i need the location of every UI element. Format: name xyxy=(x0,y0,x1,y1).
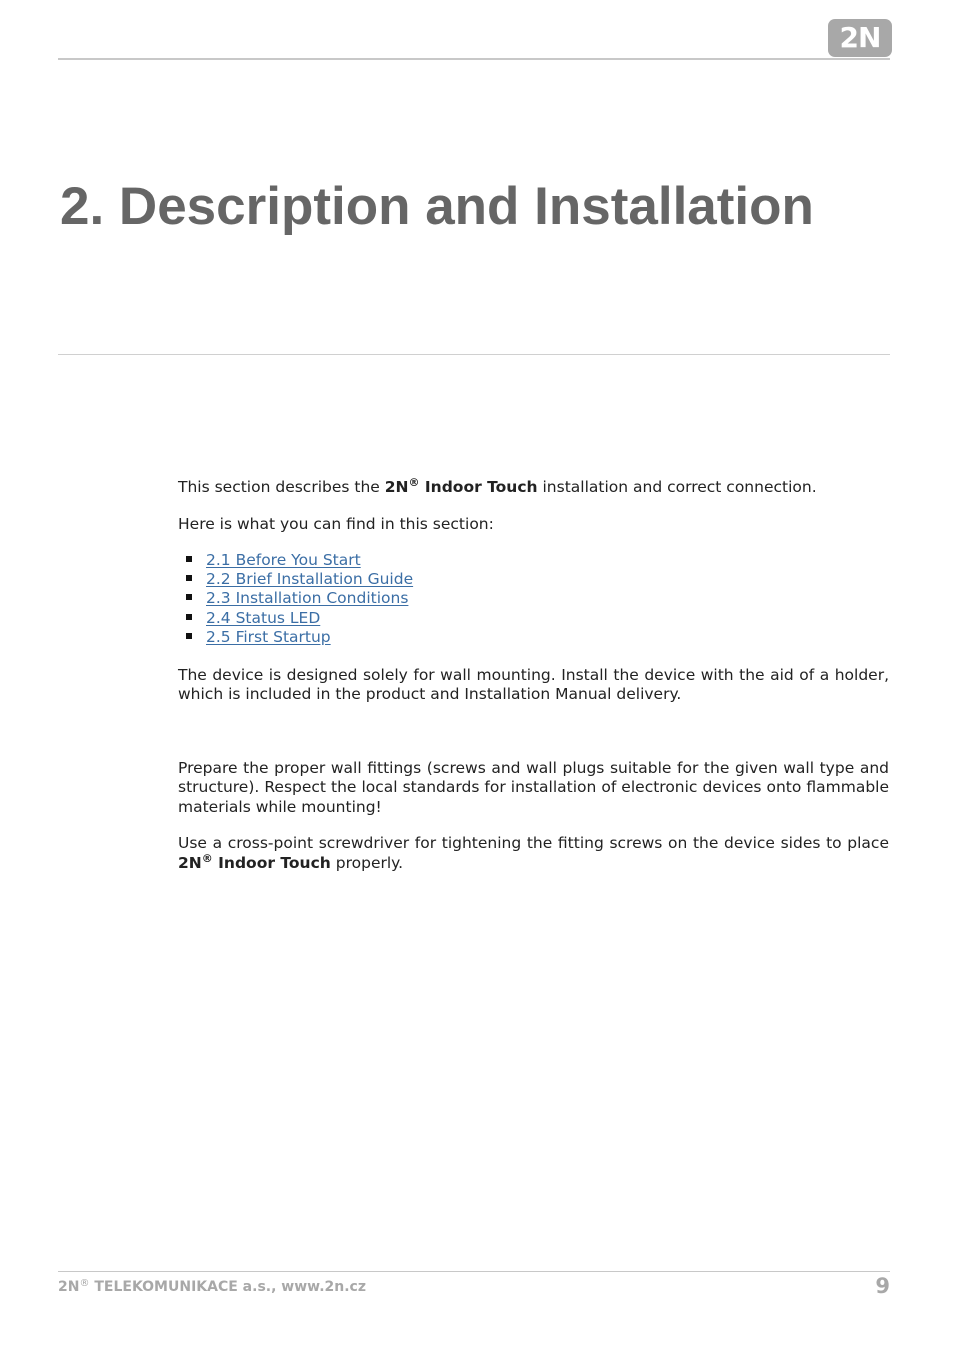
section-contents-intro: Here is what you can find in this section: xyxy=(178,514,494,533)
screwdriver-paragraph: Use a cross-point screwdriver for tightening the fitting screws on the device sides to place 2N® Indoor Touch properly. xyxy=(178,834,889,872)
logo-text: 2N xyxy=(839,21,881,54)
list-item xyxy=(206,628,889,647)
brand-name: 2N® Indoor Touch xyxy=(384,476,538,496)
page-number: 9 xyxy=(875,1274,890,1298)
bullet-icon xyxy=(186,633,192,639)
section-contents-list xyxy=(178,551,889,647)
footer-company: 2N® TELEKOMUNIKACE a.s., www.2n.cz xyxy=(58,1278,366,1295)
bullet-icon xyxy=(186,614,192,620)
list-item xyxy=(206,551,889,570)
list-item xyxy=(206,570,889,589)
header-divider xyxy=(58,58,890,60)
toc-link-status-led[interactable]: 2.4 Status LED xyxy=(206,608,321,627)
list-item xyxy=(206,609,889,628)
intro-paragraph: This section describes the 2N® Indoor Touch installation and correct connection. xyxy=(178,476,817,496)
company-logo xyxy=(828,19,892,57)
bullet-icon xyxy=(186,594,192,600)
title-divider xyxy=(58,354,890,355)
toc-link-brief-installation-guide[interactable]: 2.2 Brief Installation Guide xyxy=(206,570,414,589)
toc-link-installation-conditions[interactable]: 2.3 Installation Conditions xyxy=(206,589,409,608)
bullet-icon xyxy=(186,575,192,581)
bullet-icon xyxy=(186,556,192,562)
wall-fittings-paragraph: Prepare the proper wall fittings (screws and wall plugs suitable for the given wall type and structure). Respect the local standards for installation of electronic devices onto flammable materials while mounting! xyxy=(178,758,889,816)
toc-link-before-you-start[interactable]: 2.1 Before You Start xyxy=(206,551,361,569)
list-item xyxy=(206,589,889,608)
page-title: 2. Description and Installation xyxy=(60,177,814,236)
footer-divider xyxy=(58,1271,890,1272)
spacer xyxy=(178,722,889,759)
main-content xyxy=(178,478,889,890)
mounting-paragraph: The device is designed solely for wall mounting. Install the device with the aid of a holder, which is included in the product and Installation Manual delivery. xyxy=(178,665,889,704)
toc-link-first-startup[interactable]: 2.5 First Startup xyxy=(206,627,331,646)
brand-name: 2N® Indoor Touch xyxy=(178,851,331,872)
